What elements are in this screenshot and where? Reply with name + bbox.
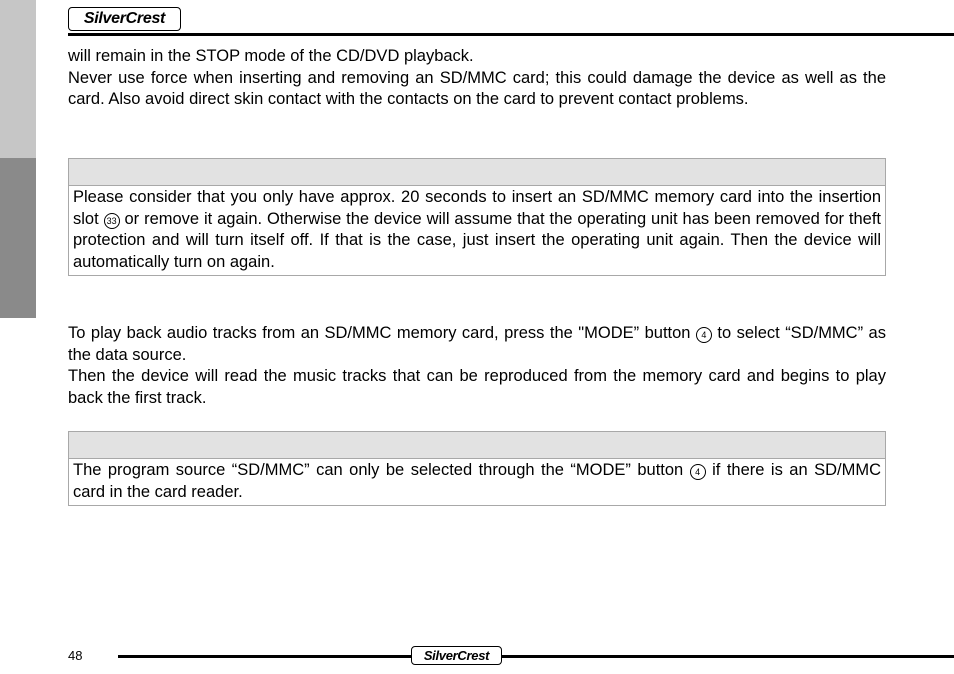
note-box-2-body xyxy=(69,459,885,505)
note-2-text-after: if there is an SD/MMC card in the card reader. xyxy=(73,461,881,501)
paragraph-1 xyxy=(68,46,886,111)
slot-number-icon: 33 xyxy=(104,213,120,229)
paragraph-2 xyxy=(68,323,886,409)
note-2-text-before: The program source “SD/MMC” can only be selected through the “MODE” button xyxy=(73,461,684,479)
footer-rule-right xyxy=(502,655,954,658)
side-tab-dark xyxy=(0,158,36,318)
paragraph-2-text-after: to select “SD/MMC” as the data source. xyxy=(68,324,886,364)
paragraph-1-line-2: Never use force when inserting and removing an SD/MMC card; this could damage the device as well as the card. Also avoid direct skin contact with the contacts on the card to prevent contact problems. xyxy=(68,68,886,108)
paragraph-2-text-before: To play back audio tracks from an SD/MMC memory card, press the "MODE” button xyxy=(68,324,691,342)
mode-button-number-icon: 4 xyxy=(690,464,706,480)
note-box-2 xyxy=(68,431,886,506)
footer-rule-left xyxy=(118,655,411,658)
note-box-1 xyxy=(68,158,886,276)
page-number: 48 xyxy=(68,648,83,663)
note-box-1-header xyxy=(69,159,885,186)
header-rule xyxy=(68,33,954,36)
mode-button-number-icon: 4 xyxy=(696,327,712,343)
note-box-1-body xyxy=(69,186,885,275)
paragraph-2-line-2: Then the device will read the music tracks that can be reproduced from the memory card and begins to play back the first track. xyxy=(68,367,886,407)
brand-logo-bottom: SilverCrest xyxy=(411,646,502,665)
brand-logo-top: SilverCrest xyxy=(68,7,181,31)
side-tab-light xyxy=(0,0,36,158)
note-box-2-header xyxy=(69,432,885,459)
note-1-text-after: or remove it again. Otherwise the device will assume that the operating unit has been removed for theft protection and will turn itself off. If that is the case, just insert the operating unit again. Then the device will automatically turn on again. xyxy=(73,209,881,271)
note-1-text-before: Please consider that you only have approx. 20 seconds to insert an SD/MMC memory card into the insertion slot xyxy=(73,188,881,228)
paragraph-2-line-1 xyxy=(68,323,886,366)
paragraph-1-line-1: will remain in the STOP mode of the CD/DVD playback. xyxy=(68,47,474,65)
